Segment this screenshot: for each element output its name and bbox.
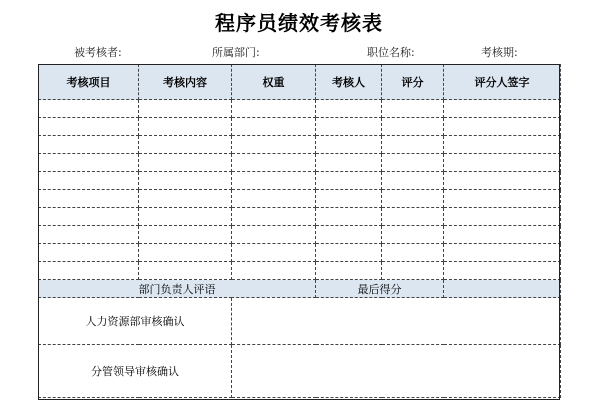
table-cell[interactable] bbox=[444, 118, 561, 136]
table-cell[interactable] bbox=[382, 190, 444, 208]
section-row bbox=[39, 280, 561, 298]
table-cell[interactable] bbox=[382, 208, 444, 226]
table-cell[interactable] bbox=[232, 226, 316, 244]
table-cell[interactable] bbox=[316, 208, 382, 226]
table-cell[interactable] bbox=[139, 244, 232, 262]
col-header-signature: 评分人签字 bbox=[444, 65, 561, 100]
table-cell[interactable] bbox=[139, 172, 232, 190]
table-cell[interactable] bbox=[232, 118, 316, 136]
table-cell[interactable] bbox=[382, 262, 444, 280]
table-cell[interactable] bbox=[316, 226, 382, 244]
table-cell[interactable] bbox=[444, 244, 561, 262]
hr-confirm-cell[interactable] bbox=[232, 298, 561, 345]
table-cell[interactable] bbox=[139, 208, 232, 226]
performance-form bbox=[38, 6, 560, 396]
table-cell[interactable] bbox=[39, 262, 139, 280]
table-cell[interactable] bbox=[444, 154, 561, 172]
leader-confirm-row bbox=[39, 345, 561, 398]
leader-confirm-label: 分管领导审核确认 bbox=[39, 345, 232, 398]
table-row bbox=[39, 262, 561, 280]
hr-confirm-label: 人力资源部审核确认 bbox=[39, 298, 232, 345]
period-label: 考核期: bbox=[481, 46, 518, 59]
table-row bbox=[39, 208, 561, 226]
table-cell[interactable] bbox=[444, 262, 561, 280]
table-cell[interactable] bbox=[232, 208, 316, 226]
table-row bbox=[39, 136, 561, 154]
table-cell[interactable] bbox=[316, 262, 382, 280]
final-score-cell[interactable] bbox=[444, 280, 561, 298]
table-cell[interactable] bbox=[316, 244, 382, 262]
table-cell[interactable] bbox=[232, 262, 316, 280]
leader-confirm-cell[interactable] bbox=[232, 345, 561, 398]
table-cell[interactable] bbox=[39, 190, 139, 208]
comment-label: 部门负责人评语 bbox=[39, 280, 316, 298]
final-score-label: 最后得分 bbox=[316, 280, 444, 298]
hr-confirm-row bbox=[39, 298, 561, 345]
table-cell[interactable] bbox=[139, 190, 232, 208]
table-row bbox=[39, 226, 561, 244]
table-cell[interactable] bbox=[316, 100, 382, 118]
table-cell[interactable] bbox=[382, 136, 444, 154]
assessment-rows bbox=[39, 100, 561, 280]
table-row bbox=[39, 244, 561, 262]
table-cell[interactable] bbox=[232, 154, 316, 172]
table-cell[interactable] bbox=[39, 244, 139, 262]
table-cell[interactable] bbox=[382, 226, 444, 244]
table-cell[interactable] bbox=[139, 154, 232, 172]
table-cell[interactable] bbox=[316, 118, 382, 136]
department-label: 所属部门: bbox=[212, 46, 260, 59]
table-cell[interactable] bbox=[444, 100, 561, 118]
table-cell[interactable] bbox=[232, 244, 316, 262]
table-header-row bbox=[39, 65, 561, 100]
col-header-weight: 权重 bbox=[232, 65, 316, 100]
table-cell[interactable] bbox=[316, 172, 382, 190]
position-label: 职位名称: bbox=[367, 46, 415, 59]
table-cell[interactable] bbox=[39, 226, 139, 244]
table-cell[interactable] bbox=[232, 172, 316, 190]
table-cell[interactable] bbox=[139, 262, 232, 280]
table-row bbox=[39, 118, 561, 136]
table-cell[interactable] bbox=[232, 190, 316, 208]
table-cell[interactable] bbox=[139, 136, 232, 154]
table-row bbox=[39, 154, 561, 172]
table-cell[interactable] bbox=[382, 154, 444, 172]
table-cell[interactable] bbox=[39, 154, 139, 172]
table-cell[interactable] bbox=[444, 172, 561, 190]
assessment-table bbox=[38, 64, 561, 398]
table-row bbox=[39, 190, 561, 208]
table-cell[interactable] bbox=[444, 226, 561, 244]
table-cell[interactable] bbox=[139, 226, 232, 244]
table-cell[interactable] bbox=[316, 154, 382, 172]
table-cell[interactable] bbox=[382, 172, 444, 190]
table-cell[interactable] bbox=[232, 100, 316, 118]
table-cell[interactable] bbox=[39, 136, 139, 154]
col-header-content: 考核内容 bbox=[139, 65, 232, 100]
table-cell[interactable] bbox=[444, 136, 561, 154]
table-cell[interactable] bbox=[39, 118, 139, 136]
table-cell[interactable] bbox=[444, 190, 561, 208]
col-header-score: 评分 bbox=[382, 65, 444, 100]
table-cell[interactable] bbox=[139, 100, 232, 118]
table-cell[interactable] bbox=[444, 208, 561, 226]
table-cell[interactable] bbox=[39, 208, 139, 226]
form-meta-row bbox=[38, 42, 560, 60]
table-cell[interactable] bbox=[382, 244, 444, 262]
page-title: 程序员绩效考核表 bbox=[215, 11, 383, 35]
table-cell[interactable] bbox=[316, 136, 382, 154]
table-row bbox=[39, 172, 561, 190]
table-cell[interactable] bbox=[232, 136, 316, 154]
col-header-item: 考核项目 bbox=[39, 65, 139, 100]
table-row bbox=[39, 100, 561, 118]
table-cell[interactable] bbox=[382, 100, 444, 118]
col-header-assessor: 考核人 bbox=[316, 65, 382, 100]
employee-label: 被考核者: bbox=[74, 46, 122, 59]
table-cell[interactable] bbox=[139, 118, 232, 136]
table-cell[interactable] bbox=[382, 118, 444, 136]
table-cell[interactable] bbox=[316, 190, 382, 208]
table-cell[interactable] bbox=[39, 100, 139, 118]
table-cell[interactable] bbox=[39, 172, 139, 190]
